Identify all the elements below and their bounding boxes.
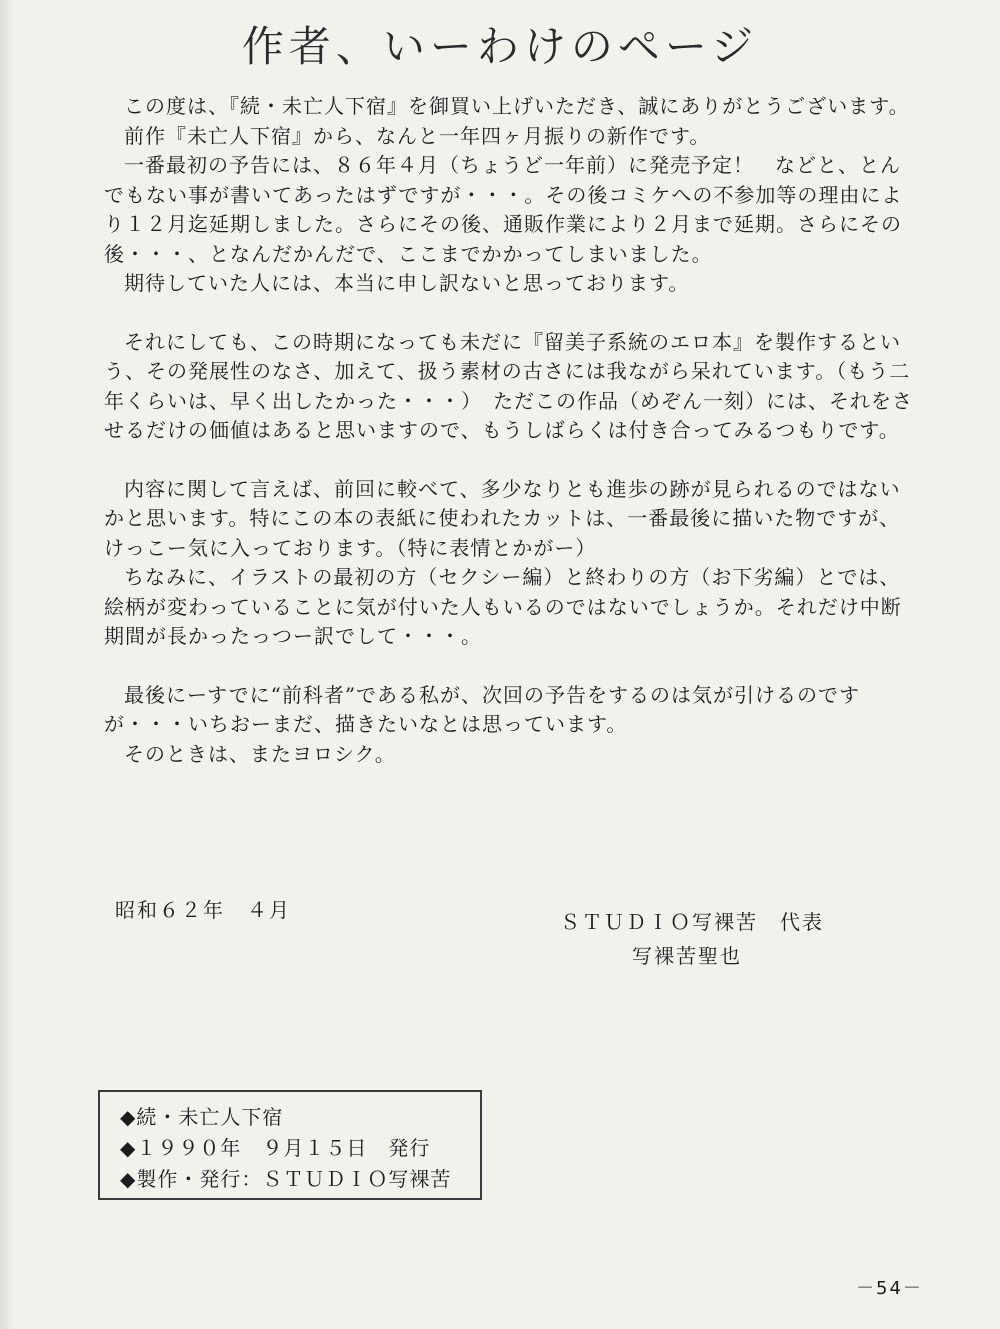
paragraph: ちなみに、イラストの最初の方（セクシー編）と終わりの方（お下劣編）とでは、絵柄が変わっていることに気が付いた人もいるのではないでしょうか。それだけ中断期間が長かったっつー訳でして・・・。 [104,565,902,648]
paragraph: 一番最初の予告には、８６年４月（ちょうど一年前）に発売予定！ などと、とんでもない事が書いてあったはずですが・・・。その後コミケへの不参加等の理由により１２月迄延期しました。さらにその後、通販作業により２月まで延期。さらにその後・・・、となんだかんだで、ここまでかかってしまいました。 [104,153,903,266]
page-number: －54－ [856,1278,923,1299]
date-line: 昭和６２年 ４月 [115,898,291,922]
signature-studio: ＳＴＵＤＩＯ写裸苦 代表 [560,910,824,934]
afterword-body [104,92,914,769]
paragraph-gap [104,446,914,475]
paragraph: 前作『未亡人下宿』から、なんと一年四ヶ月振りの新作です。 [124,123,711,148]
page-title: 作者、いーわけのページ [241,22,759,71]
colophon-box [98,1090,482,1200]
paragraph-gap [104,652,914,681]
paragraph: 期待していた人には、本当に申し訳ないと思っております。 [124,271,690,295]
paragraph: それにしても、この時期になっても未だに『留美子系統のエロ本』を製作するという、その発展性のなさ、加えて、扱う素材の古さには我ながら呆れています。（もう二年くらいは、早く出したかった・・・） ただこの作品（めぞん一刻）には、それをさせるだけの価値はあると思いますので、もうしばらくは付き合ってみるつもりです。 [104,329,913,442]
paragraph: この度は、『続・未亡人下宿』を御買い上げいただき、誠にありがとうございます。 [124,94,910,118]
paragraph: そのときは、またヨロシク。 [124,741,396,766]
paragraph: 内容に関して言えば、前回に較べて、多少なりとも進歩の跡が見られるのではないかと思います。特にこの本の表紙に使われたカットは、一番最後に描いた物ですが、けっこー気に入っております。（特に表情とかがー） [104,476,901,560]
colophon-publisher: ◆製作・発行：ＳＴＵＤＩＯ写裸苦 [120,1167,452,1191]
scan-edge [0,0,14,1329]
colophon-date: ◆１９９０年 ９月１５日 発行 [120,1136,431,1160]
paragraph-gap [104,299,914,328]
paragraph: 最後にーすでに“前科者”である私が、次回の予告をするのは気が引けるのですが・・・いちおーまだ、描きたいなとは思っています。 [104,682,861,736]
colophon-title: ◆続・未亡人下宿 [120,1105,284,1129]
signature-name: 写裸苦聖也 [632,944,742,968]
